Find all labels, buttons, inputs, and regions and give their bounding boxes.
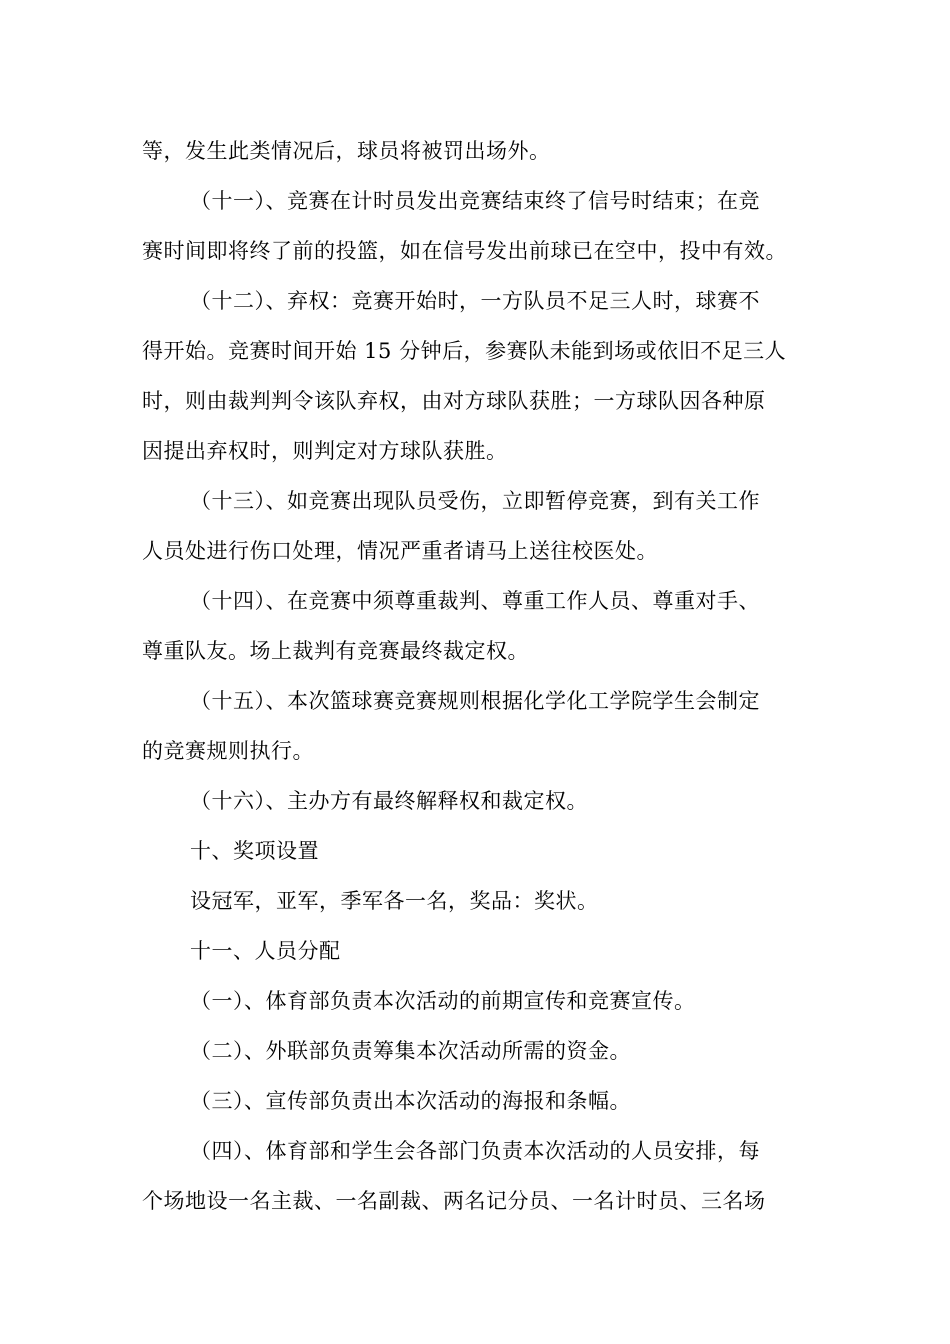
section-11-heading: 十一、人员分配 (190, 939, 341, 963)
rule-13-line-1: （十三）、如竞赛出现队员受伤，立即暂停竞赛，到有关工作 (190, 489, 760, 513)
assignment-2: （二）、外联部负责筹集本次活动所需的资金。 (190, 1039, 631, 1063)
rule-11-line-2: 赛时间即将终了前的投篮，如在信号发出前球已在空中，投中有效。 (142, 239, 787, 263)
assignment-4-line-1: （四）、体育部和学生会各部门负责本次活动的人员安排，每 (190, 1139, 760, 1163)
rule-15-line-2: 的竞赛规则执行。 (142, 739, 314, 763)
section-10-heading: 十、奖项设置 (190, 839, 319, 863)
rule-11-line-1: （十一）、竞赛在计时员发出竞赛结束终了信号时结束；在竞 (190, 189, 760, 213)
assignment-3: （三）、宣传部负责出本次活动的海报和条幅。 (190, 1089, 631, 1113)
assignment-1: （一）、体育部负责本次活动的前期宣传和竞赛宣传。 (190, 989, 696, 1013)
assignment-4-line-2: 个场地设一名主裁、一名副裁、两名记分员、一名计时员、三名场 (142, 1189, 766, 1213)
section-10-body: 设冠军，亚军，季军各一名，奖品：奖状。 (190, 889, 599, 913)
rule-12-line-4: 因提出弃权时，则判定对方球队获胜。 (142, 439, 508, 463)
rule-14-line-1: （十四）、在竞赛中须尊重裁判、尊重工作人员、尊重对手、 (190, 589, 760, 613)
rule-12-line-1: （十二）、弃权：竞赛开始时，一方队员不足三人时，球赛不 (190, 289, 760, 313)
rule-13-line-2: 人员处进行伤口处理，情况严重者请马上送往校医处。 (142, 539, 658, 563)
rule-15-line-1: （十五）、本次篮球赛竞赛规则根据化学化工学院学生会制定 (190, 689, 760, 713)
rule-14-line-2: 尊重队友。场上裁判有竞赛最终裁定权。 (142, 639, 529, 663)
text-line-1: 等，发生此类情况后，球员将被罚出场外。 (142, 139, 551, 163)
rule-12-line-3: 时，则由裁判判令该队弃权，由对方球队获胜；一方球队因各种原 (142, 389, 766, 413)
rule-12-line-2: 得开始。竞赛时间开始 15 分钟后，参赛队未能到场或依旧不足三人 (142, 339, 787, 363)
rule-16-line-1: （十六）、主办方有最终解释权和裁定权。 (190, 789, 588, 813)
